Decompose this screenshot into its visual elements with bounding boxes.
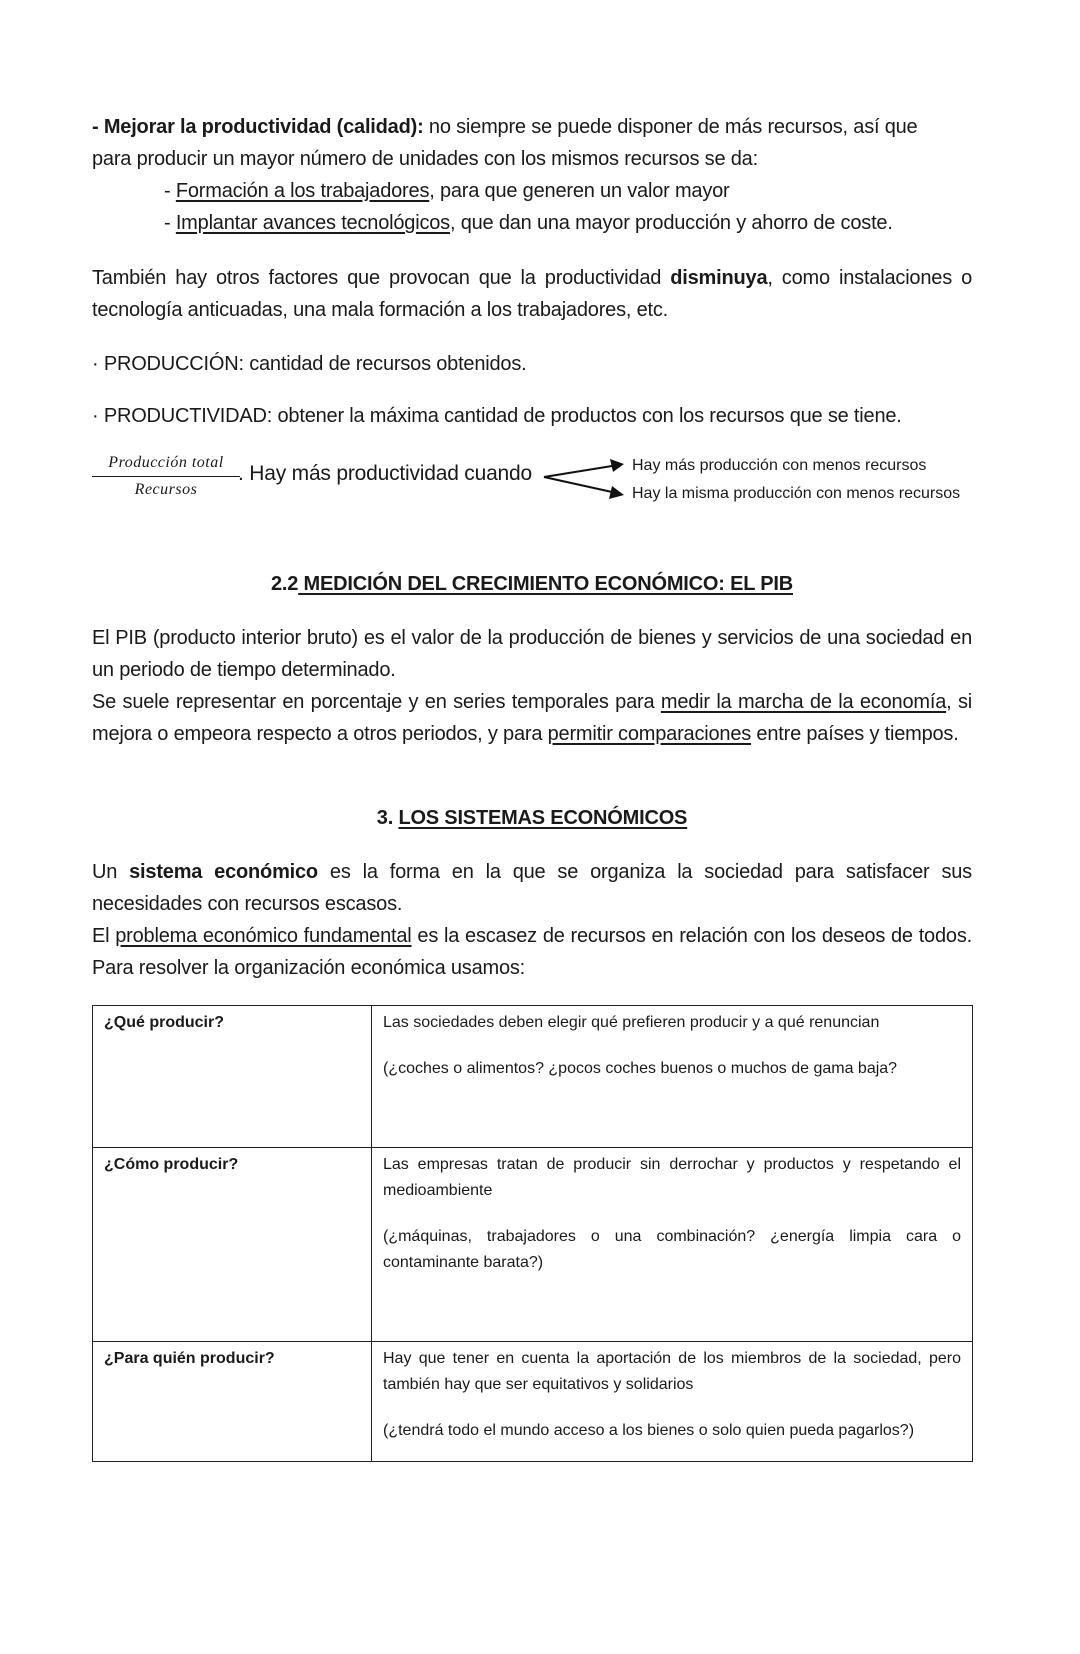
definition-productivity: · PRODUCTIVIDAD: obtener la máxima cantidad de productos con los recursos que se tiene. (92, 405, 902, 427)
definition-production: · PRODUCCIÓN: cantidad de recursos obtenidos. (92, 353, 527, 375)
systems-definition-paragraph: Un sistema económico es la forma en la que se organiza la sociedad para satisfacer sus necesidades con recursos escasos. (92, 861, 972, 915)
section-heading-systems: 3. LOS SISTEMAS ECONÓMICOS (376, 807, 688, 829)
decrease-factors-paragraph: También hay otros factores que provocan que la productividad disminuya, como instalaciones o tecnología anticuadas, una mala formación a los trabajadores, etc. (92, 267, 973, 321)
pib-definition-paragraph: El PIB (producto interior bruto) es el valor de la producción de bienes y servicios de una sociedad en un periodo de tiempo determinado. (92, 627, 972, 681)
productivity-formula-fraction (92, 452, 240, 502)
question-cell: ¿Qué producir? (93, 1006, 372, 1148)
section-heading-pib: 2.2 MEDICIÓN DEL CRECIMIENTO ECONÓMICO: EL PIB (271, 573, 793, 595)
table-row (93, 1006, 973, 1148)
fraction-denominator: Recursos (134, 481, 198, 498)
fraction-numerator: Producción total (92, 452, 240, 477)
bullet-technology: - Implantar avances tecnológicos, que dan una mayor producción y ahorro de coste. (164, 212, 893, 234)
table-row (93, 1148, 973, 1342)
branch-arrows-icon (540, 455, 630, 505)
answer-cell: Las empresas tratan de producir sin derrochar y productos y respetando el medioambiente (¿máquinas, trabajadores o una combinación? ¿energía limpia cara o contaminante barata?) (372, 1148, 973, 1342)
economic-problem-paragraph: El problema económico fundamental es la escasez de recursos en relación con los deseos de todos. Para resolver la organización económica usamos: (92, 925, 972, 979)
bullet-training: - Formación a los trabajadores, para que generen un valor mayor (164, 180, 730, 202)
branch-more-production: Hay más producción con menos recursos (632, 457, 927, 474)
answer-cell: Hay que tener en cuenta la aportación de los miembros de la sociedad, pero también hay que ser equitativos y solidarios (¿tendrá todo el mundo acceso a los bienes o solo quien pueda pagarlos?) (372, 1342, 973, 1462)
table-row (93, 1342, 973, 1462)
formula-statement: . Hay más productividad cuando (238, 462, 532, 485)
branch-same-production: Hay la misma producción con menos recursos (632, 485, 961, 502)
productivity-intro-line2: para producir un mayor número de unidades con los mismos recursos se da: (92, 148, 758, 170)
question-cell: ¿Cómo producir? (93, 1148, 372, 1342)
answer-cell: Las sociedades deben elegir qué prefieren producir y a qué renuncian (¿coches o alimentos? ¿pocos coches buenos o muchos de gama baja? (372, 1006, 973, 1148)
productivity-intro: - Mejorar la productividad (calidad): no siempre se puede disponer de más recursos, así que (92, 116, 918, 138)
economic-questions-table (92, 1005, 973, 1462)
productivity-lead-bold: - Mejorar la productividad (calidad): (92, 116, 424, 138)
pib-usage-paragraph: Se suele representar en porcentaje y en series temporales para medir la marcha de la economía, si mejora o empeora respecto a otros periodos, y para permitir comparaciones entre países y tiempos. (92, 691, 972, 745)
question-cell: ¿Para quién producir? (93, 1342, 372, 1462)
